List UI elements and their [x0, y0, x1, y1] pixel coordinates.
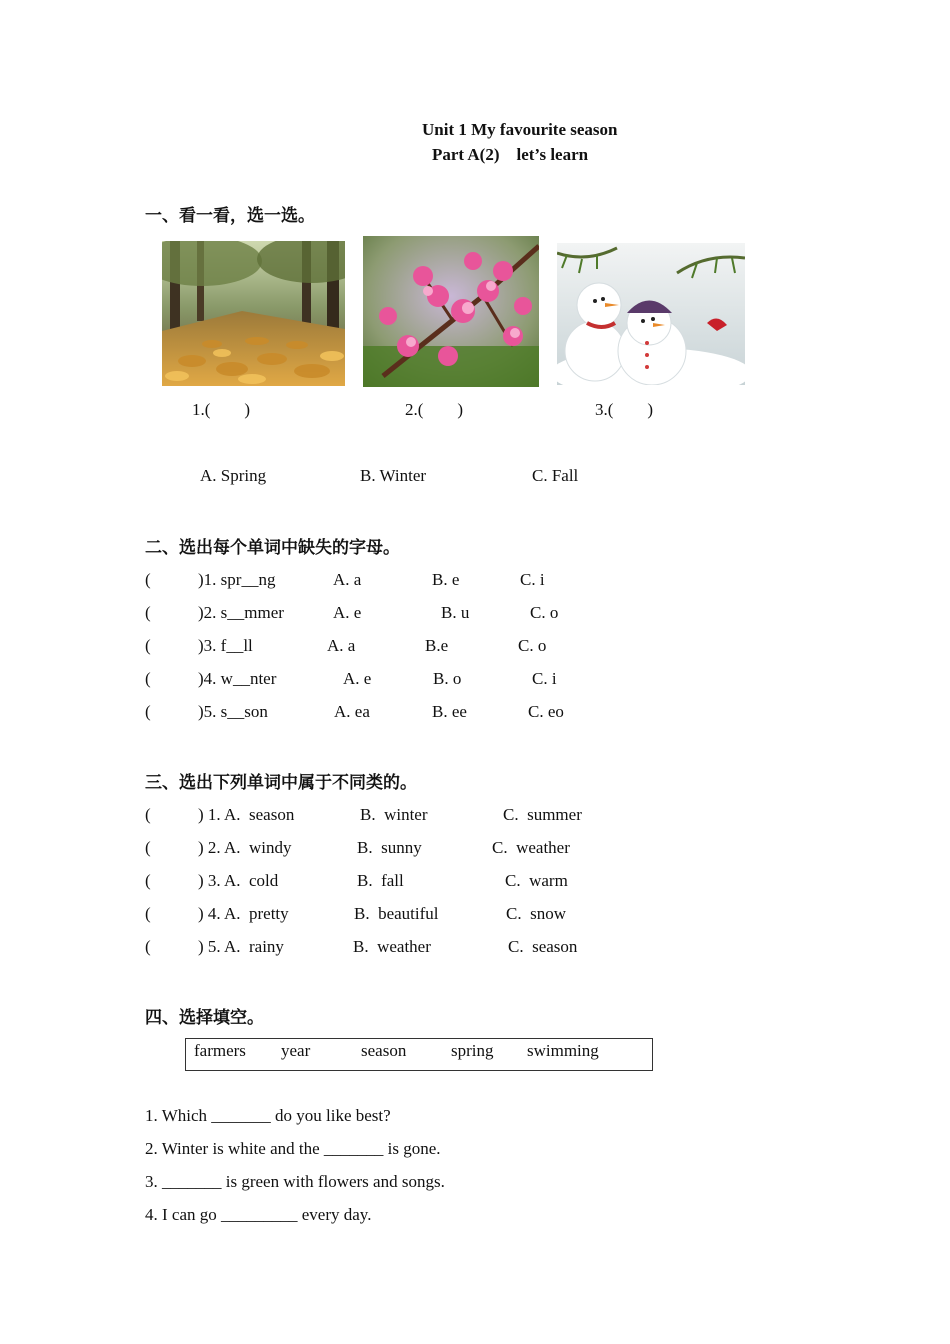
question-text: ) 2. A. windy [198, 838, 292, 857]
option-a: A. Spring [200, 466, 267, 485]
section3-heading: 三、选出下列单词中属于不同类的。 [145, 773, 417, 793]
picture-1-answer: 1.( ) [192, 400, 251, 419]
choice-b: B. o [433, 669, 462, 688]
word-bank-item: farmers [194, 1041, 246, 1060]
spring-blossom-photo [363, 236, 539, 387]
option-b: B. Winter [360, 466, 427, 485]
title-line-1: Unit 1 My favourite season [422, 120, 618, 139]
answer-paren: ( [145, 669, 151, 688]
choice-b: B. ee [432, 702, 467, 721]
question-text: ) 1. A. season [198, 805, 295, 824]
word-bank-item: spring [451, 1041, 494, 1060]
choice-b: B. e [432, 570, 460, 589]
choice-c: C. o [530, 603, 559, 622]
choice-b: B. weather [353, 937, 431, 956]
choice-b: B. u [441, 603, 470, 622]
answer-paren: ( [145, 636, 151, 655]
choice-a: A. ea [334, 702, 370, 721]
winter-snowman-photo [557, 243, 745, 385]
answer-paren: ( [145, 871, 151, 890]
choice-c: C. weather [492, 838, 570, 857]
section1-heading: 一、看一看，选一选。 [145, 206, 315, 226]
choice-c: C. warm [505, 871, 568, 890]
choice-a: A. a [333, 570, 362, 589]
answer-paren: ( [145, 805, 151, 824]
question-text: )3. f__ll [198, 636, 253, 655]
section4-heading: 四、选择填空。 [145, 1008, 264, 1028]
answer-paren: ( [145, 603, 151, 622]
word-bank-item: swimming [527, 1041, 599, 1060]
choice-b: B. beautiful [354, 904, 439, 923]
choice-c: C. o [518, 636, 547, 655]
fill-sentence: 3. _______ is green with flowers and songs. [145, 1172, 445, 1191]
answer-paren: ( [145, 570, 151, 589]
question-text: ) 3. A. cold [198, 871, 279, 890]
choice-b: B. fall [357, 871, 404, 890]
question-text: )2. s__mmer [198, 603, 284, 622]
choice-a: A. e [333, 603, 362, 622]
question-text: ) 5. A. rainy [198, 937, 284, 956]
title-line-2: Part A(2) let’s learn [432, 145, 589, 164]
picture-3-answer: 3.( ) [595, 400, 654, 419]
choice-b: B. winter [360, 805, 428, 824]
choice-c: C. eo [528, 702, 564, 721]
answer-paren: ( [145, 937, 151, 956]
question-text: )5. s__son [198, 702, 268, 721]
choice-c: C. i [532, 669, 557, 688]
choice-a: A. e [343, 669, 372, 688]
question-text: )1. spr__ng [198, 570, 276, 589]
choice-a: A. a [327, 636, 356, 655]
choice-c: C. i [520, 570, 545, 589]
choice-b: B.e [425, 636, 449, 655]
word-bank-item: year [281, 1041, 311, 1060]
choice-c: C. snow [506, 904, 566, 923]
fill-sentence: 2. Winter is white and the _______ is gone. [145, 1139, 441, 1158]
question-text: )4. w__nter [198, 669, 277, 688]
answer-paren: ( [145, 838, 151, 857]
autumn-leaves-photo [162, 241, 345, 386]
answer-paren: ( [145, 904, 151, 923]
picture-2-answer: 2.( ) [405, 400, 464, 419]
word-bank-item: season [361, 1041, 407, 1060]
fill-sentence: 1. Which _______ do you like best? [145, 1106, 391, 1125]
choice-b: B. sunny [357, 838, 422, 857]
question-text: ) 4. A. pretty [198, 904, 289, 923]
fill-sentence: 4. I can go _________ every day. [145, 1205, 372, 1224]
answer-paren: ( [145, 702, 151, 721]
option-c: C. Fall [532, 466, 579, 485]
choice-c: C. summer [503, 805, 582, 824]
section2-heading: 二、选出每个单词中缺失的字母。 [145, 538, 400, 558]
choice-c: C. season [508, 937, 578, 956]
